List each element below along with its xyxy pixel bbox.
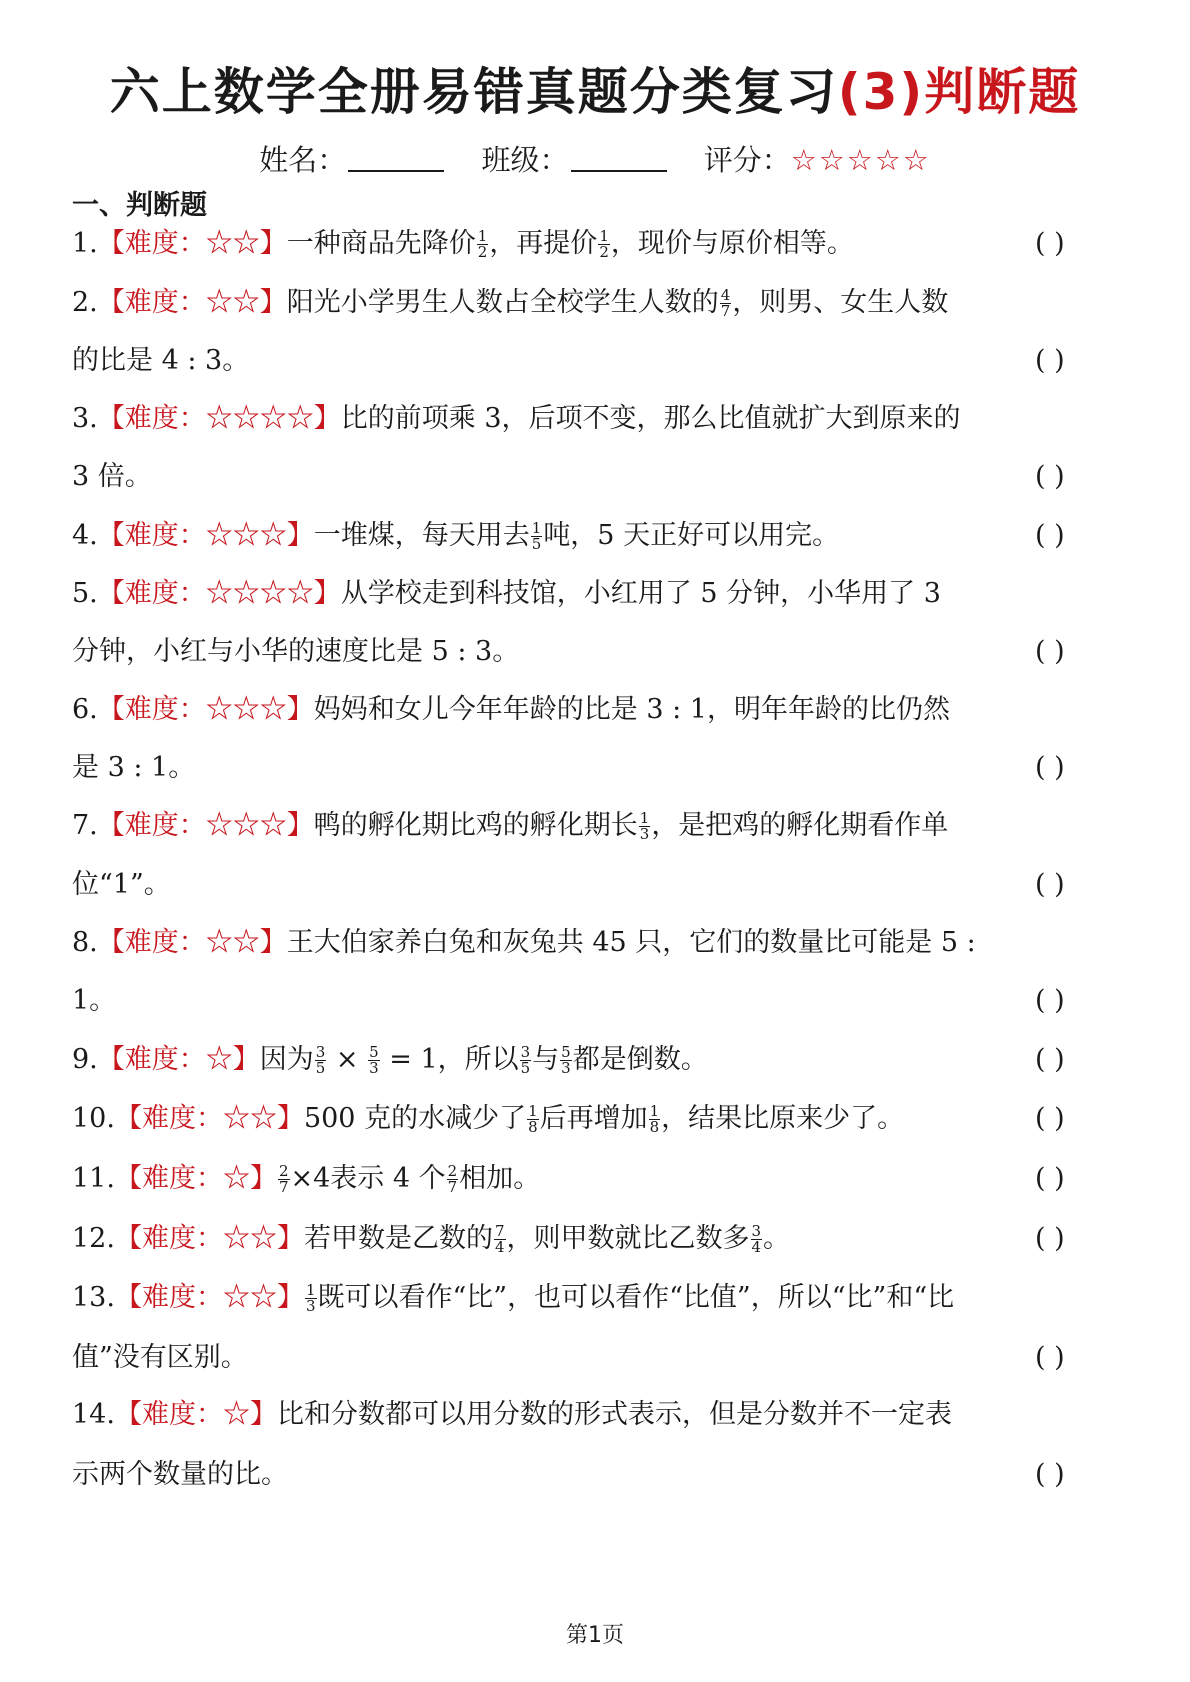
answer-blank-12[interactable]: ( ) [1035,1223,1065,1254]
question-3 [72,394,1122,444]
difficulty-label: 【难度：☆☆】 [114,1282,304,1313]
fraction [315,1045,327,1076]
question-text: ，现价与原价相等。 [610,228,854,259]
fraction-denominator: 7 [447,1178,458,1196]
fraction-denominator: 4 [494,1238,505,1256]
fraction-numerator: 3 [315,1043,326,1061]
fraction [560,1045,572,1076]
answer-blank-5[interactable]: ( ) [1035,636,1065,667]
question-number: 8. [72,927,98,958]
difficulty-label: 【难度：☆☆☆】 [97,810,314,841]
fraction-numerator: 2 [447,1162,458,1180]
question-text: ，则男、女生人数 [732,287,949,318]
question-1 [72,219,1122,269]
difficulty-label: 【难度：☆☆☆☆】 [97,403,341,434]
score-stars: ☆☆☆☆☆ [790,143,931,177]
title-main: 六上数学全册易错真题分类复习 [109,63,838,121]
question-number: 1. [72,228,98,259]
score-field [704,143,931,177]
answer-blank-4[interactable]: ( ) [1035,520,1065,551]
section-title: 一、判断题 [72,190,207,221]
question-6-continued: 是 3 : 1。 [72,752,196,783]
difficulty-label: 【难度：☆☆】 [114,1223,304,1254]
question-number: 9. [72,1044,98,1075]
student-info-row [0,140,1190,180]
question-10 [72,1094,1122,1144]
question-3-continued: 3 倍。 [72,461,152,492]
fraction-denominator: 5 [315,1059,326,1077]
fraction [720,288,732,319]
page-title [0,62,1190,122]
question-text: 若甲数是乙数的 [303,1223,493,1254]
question-text: 都是倒数。 [572,1044,708,1075]
question-text: 一种商品先降价 [286,228,476,259]
question-text: 鸭的孵化期比鸡的孵化期长 [313,810,638,841]
question-number: 3. [72,403,98,434]
fraction-numerator: 5 [369,1043,379,1061]
difficulty-label: 【难度：☆☆】 [114,1103,304,1134]
question-13 [72,1273,1122,1323]
fraction [305,1283,317,1314]
question-text: 既可以看作“比”，也可以看作“比值”，所以“比”和“比 [317,1282,955,1313]
class-blank[interactable] [571,146,667,172]
question-text: × [327,1044,368,1075]
fraction-numerator: 1 [649,1102,660,1120]
question-number: 10. [72,1103,115,1134]
difficulty-label: 【难度：☆☆☆】 [97,520,314,551]
fraction-numerator: 4 [720,286,731,304]
question-text: ，是把鸡的孵化期看作单 [651,810,949,841]
question-text: 妈妈和女儿今年年龄的比是 3 : 1，明年年龄的比仍然 [313,694,950,725]
question-number: 5. [72,578,98,609]
fraction-denominator: 3 [305,1297,316,1315]
question-number: 7. [72,810,98,841]
question-text: 一堆煤，每天用去 [313,520,530,551]
fraction-denominator: 2 [599,243,609,261]
answer-blank-6[interactable]: ( ) [1035,752,1065,783]
question-4 [72,511,1122,561]
question-text: 500 克的水减少了 [303,1103,527,1134]
fraction-numerator: 1 [531,519,542,537]
difficulty-label: 【难度：☆☆☆☆】 [97,578,341,609]
question-5-continued: 分钟，小红与小华的速度比是 5 : 3。 [72,636,520,667]
score-label: 评分： [703,143,791,177]
answer-blank-14[interactable]: ( ) [1035,1459,1065,1490]
answer-blank-10[interactable]: ( ) [1035,1103,1065,1134]
answer-blank-2[interactable]: ( ) [1035,345,1065,376]
difficulty-label: 【难度：☆☆】 [97,228,287,259]
question-8-continued: 1。 [72,985,117,1016]
question-11 [72,1154,1122,1204]
question-text: 阳光小学男生人数占全校学生人数的 [286,287,719,318]
question-number: 6. [72,694,98,725]
name-blank[interactable] [348,146,444,172]
fraction [368,1045,380,1076]
fraction-denominator: 3 [561,1059,571,1077]
question-text: 从学校走到科技馆，小红用了 5 分钟，小华用了 3 [340,578,941,609]
question-9 [72,1035,1122,1085]
answer-blank-3[interactable]: ( ) [1035,461,1065,492]
answer-blank-11[interactable]: ( ) [1035,1163,1065,1194]
fraction [520,1045,532,1076]
question-7 [72,801,1122,851]
answer-blank-7[interactable]: ( ) [1035,869,1065,900]
class-field [481,143,666,177]
fraction [598,229,610,260]
fraction-numerator: 1 [305,1281,316,1299]
question-text: 吨，5 天正好可以用完。 [543,520,840,551]
fraction-denominator: 4 [751,1238,762,1256]
fraction-numerator: 5 [561,1043,571,1061]
fraction-numerator: 1 [528,1102,538,1120]
fraction [477,229,489,260]
question-text: 比的前项乘 3，后项不变，那么比值就扩大到原来的 [340,403,961,434]
question-text: ，再提价 [489,228,598,259]
difficulty-label: 【难度：☆】 [114,1163,277,1194]
question-number: 2. [72,287,98,318]
question-12 [72,1214,1122,1264]
question-8 [72,918,1122,968]
fraction [751,1224,763,1255]
difficulty-label: 【难度：☆】 [97,1044,260,1075]
fraction-denominator: 8 [649,1118,660,1136]
question-text: ，结果比原来少了。 [661,1103,905,1134]
answer-blank-9[interactable]: ( ) [1035,1044,1065,1075]
question-5 [72,569,1122,619]
question-text: 。 [763,1223,791,1254]
fraction-denominator: 3 [639,825,650,843]
fraction [494,1224,506,1255]
question-2-continued: 的比是 4 : 3。 [72,345,250,376]
question-text: = 1，所以 [380,1044,519,1075]
fraction-numerator: 1 [639,809,650,827]
fraction [447,1164,459,1195]
question-number: 13. [72,1282,115,1313]
fraction-denominator: 8 [528,1118,538,1136]
page-number: 第1页 [566,1623,624,1648]
difficulty-label: 【难度：☆】 [114,1399,277,1430]
fraction-denominator: 3 [369,1059,379,1077]
difficulty-label: 【难度：☆☆】 [97,927,287,958]
fraction-numerator: 2 [278,1162,289,1180]
fraction [531,521,543,552]
difficulty-label: 【难度：☆☆】 [97,287,287,318]
question-2 [72,278,1122,328]
fraction [278,1164,290,1195]
question-text: ×4表示 4 个 [290,1163,446,1194]
question-14 [72,1390,1122,1440]
fraction-numerator: 3 [751,1222,762,1240]
question-text: ，则甲数就比乙数多 [506,1223,750,1254]
question-text: 相加。 [459,1163,541,1194]
question-7-continued: 位“1”。 [72,869,171,900]
name-label: 姓名： [259,143,347,177]
fraction-denominator: 7 [278,1178,289,1196]
answer-blank-1[interactable]: ( ) [1035,228,1065,259]
answer-blank-8[interactable]: ( ) [1035,985,1065,1016]
question-6 [72,685,1122,735]
question-text: 比和分数都可以用分数的形式表示，但是分数并不一定表 [276,1399,952,1430]
fraction-denominator: 5 [531,535,542,553]
question-14-continued: 示两个数量的比。 [72,1459,288,1490]
question-number: 4. [72,520,98,551]
fraction-denominator: 5 [520,1059,531,1077]
title-highlight: (3)判断题 [837,63,1081,121]
fraction [527,1104,539,1135]
question-13-continued: 值”没有区别。 [72,1342,248,1373]
question-text: 后再增加 [539,1103,648,1134]
fraction-numerator: 3 [520,1043,531,1061]
fraction [639,811,651,842]
fraction-denominator: 2 [477,243,488,261]
question-number: 11. [72,1163,115,1194]
fraction [649,1104,661,1135]
difficulty-label: 【难度：☆☆☆】 [97,694,314,725]
name-field [259,143,444,177]
question-text: 因为 [259,1044,314,1075]
fraction-numerator: 1 [599,227,609,245]
question-text: 王大伯家养白兔和灰兔共 45 只，它们的数量比可能是 5 : [286,927,976,958]
question-text: 与 [532,1044,560,1075]
fraction-numerator: 1 [477,227,488,245]
answer-blank-13[interactable]: ( ) [1035,1342,1065,1373]
question-number: 14. [72,1399,115,1430]
fraction-denominator: 7 [720,302,731,320]
fraction-numerator: 7 [494,1222,505,1240]
class-label: 班级： [481,143,569,177]
question-number: 12. [72,1223,115,1254]
